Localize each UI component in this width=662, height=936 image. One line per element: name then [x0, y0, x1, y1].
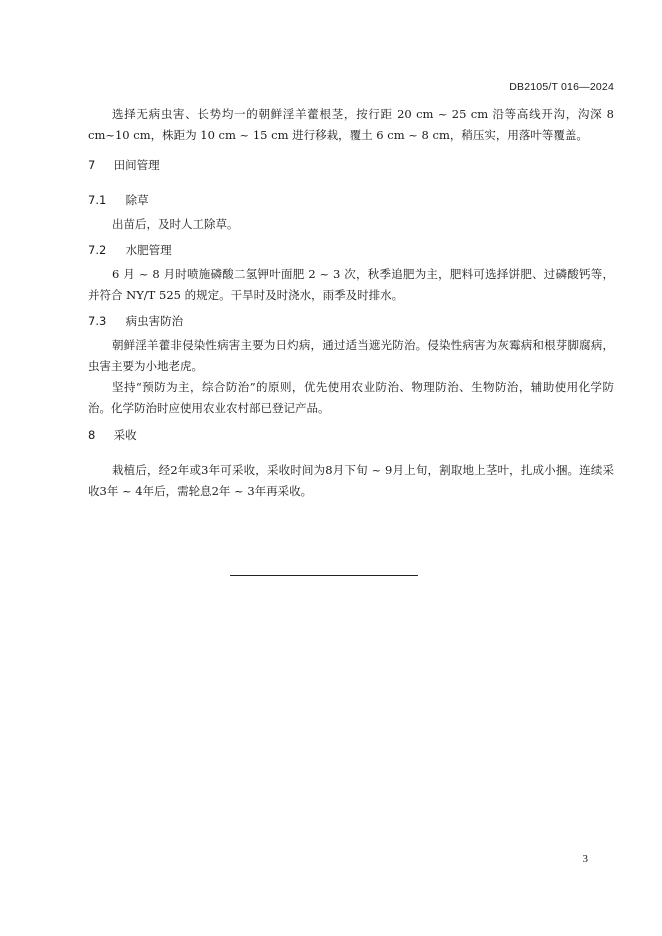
- section-7-1-heading: [88, 192, 149, 208]
- section-8-heading: [88, 427, 137, 443]
- paragraph: 6 月 ~ 8 月时喷施磷酸二氢钾叶面肥 2 ~ 3 次，秋季追肥为主，肥料可选择饼肥、过磷酸钙等，并符合 NY/T 525 的规定。干旱时及时浇水，雨季及时排水。: [88, 267, 614, 302]
- section-7-2-body: [88, 264, 614, 306]
- section-number: 7.2: [88, 243, 107, 257]
- paragraph: 出苗后，及时人工除草。: [112, 217, 239, 231]
- section-7-2-heading: [88, 242, 172, 258]
- paragraph: 栽植后，经2年或3年可采收，采收时间为8月下旬 ~ 9月上旬，割取地上茎叶，扎成小捆。连续采收3年 ~ 4年后，需轮息2年 ~ 3年再采收。: [88, 463, 614, 498]
- section-7-3-heading: [88, 313, 183, 329]
- document-code: DB2105/T 016—2024: [509, 81, 614, 93]
- section-7-heading: [88, 157, 160, 173]
- end-rule: [230, 575, 418, 576]
- section-title: 水肥管理: [125, 243, 172, 257]
- section-number: 7: [88, 158, 96, 172]
- intro-paragraph: 选择无病虫害、长势均一的朝鲜淫羊藿根茎，按行距 20 cm ~ 25 cm 沿等高线开沟，沟深 8 cm~10 cm，株距为 10 cm ~ 15 cm 进行移栽，覆土 6 cm ~ 8 cm，稍压实，用落叶等覆盖。: [88, 107, 614, 142]
- section-7-3-body: [88, 335, 614, 419]
- section-title: 病虫害防治: [125, 314, 184, 328]
- paragraph: 坚持“预防为主，综合防治”的原则，优先使用农业防治、物理防治、生物防治，辅助使用化学防治。化学防治时应使用农业农村部已登记产品。: [88, 380, 614, 415]
- section-title: 田间管理: [113, 158, 160, 172]
- section-number: 8: [88, 428, 96, 442]
- intro-block: [88, 104, 614, 146]
- section-number: 7.1: [88, 193, 107, 207]
- section-number: 7.3: [88, 314, 107, 328]
- section-title: 采收: [113, 428, 137, 442]
- page-number: 3: [582, 853, 588, 865]
- section-8-body: [88, 460, 614, 502]
- paragraph: 朝鲜淫羊藿非侵染性病害主要为日灼病，通过适当遮光防治。侵染性病害为灰霉病和根芽脚腐病，虫害主要为小地老虎。: [88, 338, 614, 373]
- section-title: 除草: [125, 193, 149, 207]
- section-7-1-body: [88, 214, 614, 235]
